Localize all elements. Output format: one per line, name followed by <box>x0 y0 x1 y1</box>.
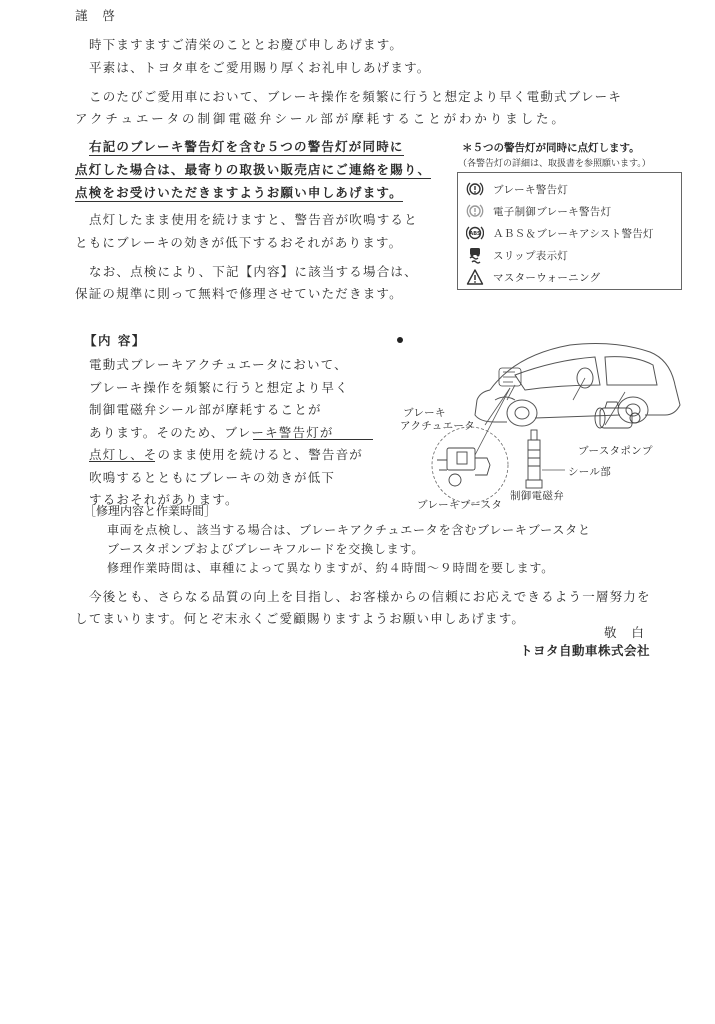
para2-line-1: 右記のブレーキ警告灯を含む５つの警告灯が同時に <box>89 139 404 154</box>
lamp-label-brake: ブレーキ警告灯 <box>493 183 569 196</box>
details-heading: 【内 容】 <box>84 333 146 348</box>
master-warning-icon <box>466 268 484 286</box>
lamp-label-master: マスターウォーニング <box>493 271 601 284</box>
para4-line-2: 保証の規準に則って無料で修理させていただきます。 <box>75 286 403 301</box>
details-line-1: 電動式ブレーキアクチュエータにおいて、 <box>89 357 348 372</box>
details-line-6: 吹鳴するとともにブレーキの効きが低下 <box>89 470 336 485</box>
figure-label-seal: シール部 <box>568 466 611 478</box>
details-line-3: 制御電磁弁シール部が摩耗することが <box>89 402 322 417</box>
warning-box-note: （各警告灯の詳細は、取扱書を参照願います。） <box>458 159 651 169</box>
figure-label-actuator-1: ブレーキ <box>403 407 446 419</box>
para1-line-2: アクチュエータの制御電磁弁シール部が摩耗することがわかりました。 <box>75 111 567 126</box>
details-line-2: ブレーキ操作を頻繁に行うと想定より早く <box>89 380 349 395</box>
lamp-row-slip <box>466 245 568 265</box>
closing-line-2: してまいります。何とぞ末永くご愛顧賜りますようお願い申しあげます。 <box>75 611 526 626</box>
para3-line-2: ともにブレーキの効きが低下するおそれがあります。 <box>75 235 403 250</box>
figure-label-pump: ブースタポンプ <box>578 445 653 457</box>
details-line-5: 点灯し、そのまま使用を続けると、警告音が <box>89 447 364 462</box>
lamp-row-brake <box>466 179 568 199</box>
svg-text:ABS: ABS <box>469 231 481 237</box>
details-underline-2 <box>89 461 155 462</box>
slip-indicator-icon <box>466 246 484 264</box>
para1-line-1: このたびご愛用車において、ブレーキ操作を頻繁に行うと想定より早く電動式ブレーキ <box>89 89 623 104</box>
details-underline-1 <box>253 439 373 440</box>
greeting-line-1: 時下ますますご清栄のこととお慶び申しあげます。 <box>89 37 404 52</box>
lamp-row-ecb <box>466 201 611 221</box>
repair-line-3: 修理作業時間は、車種によって異なりますが、約４時間～９時間を要します。 <box>107 561 555 575</box>
letter-opening: 謹 啓 <box>75 8 117 23</box>
ecb-warning-icon <box>466 202 484 220</box>
figure-label-valve: 制御電磁弁 <box>510 490 564 502</box>
lamp-label-slip: スリップ表示灯 <box>493 249 569 262</box>
warning-box-heading: ＊５つの警告灯が同時に点灯します。 <box>462 142 640 154</box>
lamp-label-abs: ＡＢＳ＆ブレーキアシスト警告灯 <box>493 227 654 240</box>
lamp-row-master <box>466 267 600 287</box>
warning-lamp-box <box>457 172 682 290</box>
company-name: トヨタ自動車株式会社 <box>520 643 651 658</box>
closing-line-1: 今後とも、さらなる品質の向上を目指し、お客様からの信頼にお応えできるよう一層努力を <box>89 589 651 604</box>
lamp-label-ecb: 電子制御ブレーキ警告灯 <box>493 205 612 218</box>
brake-warning-icon <box>466 180 484 198</box>
greeting-line-2: 平素は、トヨタ車をご愛用賜り厚くお礼申しあげます。 <box>89 60 431 75</box>
abs-warning-icon <box>466 224 484 242</box>
figure-label-booster: ブレーキブースタ <box>417 499 503 511</box>
para3-line-1: 点灯したまま使用を続けますと、警告音が吹鳴すると <box>89 212 418 227</box>
para2-line-2: 点灯した場合は、最寄りの取扱い販売店にご連絡を賜り、 <box>75 162 432 177</box>
details-line-7: するおそれがあります。 <box>89 492 239 507</box>
para2-line-3: 点検をお受けいただきますようお願い申しあげます。 <box>75 185 403 200</box>
figure-label-actuator-2: アクチュエータ <box>400 420 475 432</box>
repair-line-2: ブースタポンプおよびブレーキフルードを交換します。 <box>107 542 425 556</box>
para4-line-1: なお、点検により、下記【内容】に該当する場合は、 <box>89 264 418 279</box>
details-line-4-text: あります。そのため、ブレーキ警告灯が <box>89 425 334 440</box>
closing-phrase: 敬 白 <box>604 625 646 640</box>
repair-heading: ［修理内容と作業時間］ <box>84 504 217 518</box>
repair-line-1: 車両を点検し、該当する場合は、ブレーキアクチュエータを含むブレーキブースタと <box>107 523 591 537</box>
lamp-row-abs <box>466 223 654 243</box>
